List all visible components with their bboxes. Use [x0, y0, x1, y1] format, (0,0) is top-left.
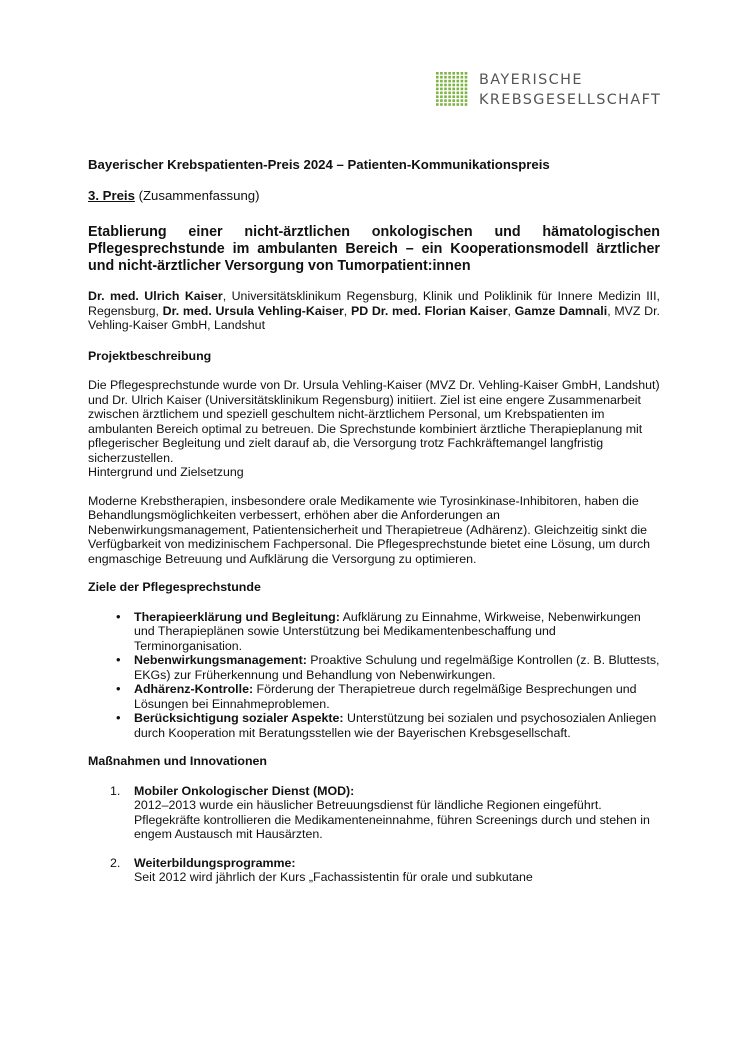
logo-dot — [436, 76, 439, 79]
goal-text: Proaktive Schulung und regelmäßige Kontrollen (z. B. Bluttests, EKGs) zur Früherkennung und Behandlung von Nebenwirkungen. — [134, 653, 660, 682]
logo-dot — [461, 92, 464, 95]
logo-dot — [465, 88, 468, 91]
logo-dot — [452, 76, 455, 79]
list-item — [134, 711, 660, 740]
logo-dot — [465, 103, 468, 106]
author-name: PD Dr. med. Florian Kaiser — [350, 303, 508, 318]
logo-dot — [440, 92, 443, 95]
list-item — [134, 682, 660, 711]
logo-dot — [448, 92, 451, 95]
logo-dot — [457, 84, 460, 87]
logo — [435, 70, 661, 110]
goal-label: Nebenwirkungsmanagement: — [134, 653, 307, 667]
logo-dot — [465, 99, 468, 102]
logo-dot — [452, 88, 455, 91]
list-item — [110, 783, 660, 842]
logo-dot — [461, 72, 464, 75]
logo-dot — [461, 95, 464, 98]
logo-dot — [436, 72, 439, 75]
logo-dot — [448, 80, 451, 83]
logo-dot — [452, 80, 455, 83]
logo-dot — [444, 99, 447, 102]
document-body — [88, 158, 660, 899]
logo-dot — [440, 103, 443, 106]
logo-dot — [465, 84, 468, 87]
author-affiliation: , Universitätsklinikum Regensburg, Klinik und Poliklinik für Innere Medizin III, Regensburg, — [88, 289, 660, 318]
goal-text: Förderung der Therapietreue durch regelmäßige Besprechungen und Lösungen bei Einnahmeproblemen. — [134, 682, 637, 711]
logo-dot-grid-icon — [435, 71, 469, 107]
goal-text: Unterstützung bei sozialen und psychosozialen Anliegen durch Kooperation mit Beratungsstellen wie der Bayerischen Krebsgesellschaft. — [134, 711, 657, 740]
section-heading-project: Projektbeschreibung — [88, 348, 212, 363]
project-description — [88, 378, 660, 480]
measure-title: Weiterbildungsprogramme: — [134, 855, 296, 870]
project-subline: Hintergrund und Zielsetzung — [88, 465, 244, 479]
logo-dot — [452, 95, 455, 98]
logo-dot — [444, 95, 447, 98]
logo-dot — [457, 72, 460, 75]
measure-text: Seit 2012 wird jährlich der Kurs „Fachassistentin für orale und subkutane — [134, 870, 533, 884]
logo-dot — [440, 84, 443, 87]
logo-dot — [452, 103, 455, 106]
logo-dot — [461, 80, 464, 83]
logo-dot — [444, 80, 447, 83]
logo-dot — [461, 88, 464, 91]
list-item — [134, 610, 660, 654]
logo-line-2: KREBSGESELLSCHAFT — [479, 92, 662, 108]
logo-dot — [457, 80, 460, 83]
project-text: Die Pflegesprechstunde wurde von Dr. Ursula Vehling-Kaiser (MVZ Dr. Vehling-Kaiser GmbH, Landshut) und Dr. Ulrich Kaiser (Universitätsklinikum Regensburg) initiiert. Ziel ist eine engere Zusammenarbeit zwischen ärztlichem und speziell geschultem nicht-ärztlichem Personal, um Krebspatienten im ambulanten Bereich optimal zu betreuen. Die Sprechstunde kombiniert ärztliche Therapieplanung mit pflegerischer Begleitung und zielt darauf ab, die Versorgung trotz Fachkräftemangel langfristig sicherzustellen. — [88, 378, 660, 465]
logo-dot — [448, 103, 451, 106]
goals-list — [88, 610, 660, 741]
author-name: Gamze Damnali — [514, 303, 608, 318]
logo-dot — [440, 99, 443, 102]
goal-label: Berücksichtigung sozialer Aspekte: — [134, 711, 344, 725]
logo-dot — [440, 76, 443, 79]
prize-rank: 3. Preis — [88, 187, 135, 203]
logo-dot — [461, 99, 464, 102]
measures-list — [88, 784, 660, 885]
logo-dot — [436, 80, 439, 83]
measure-number: 1. — [110, 783, 121, 798]
section-heading-goals: Ziele der Pflegesprechstunde — [88, 580, 261, 594]
author-list — [88, 289, 660, 333]
logo-dot — [457, 95, 460, 98]
author-separator: , — [343, 303, 351, 318]
logo-dot — [452, 92, 455, 95]
logo-dot — [461, 103, 464, 106]
logo-dot — [465, 76, 468, 79]
goal-text: Aufklärung zu Einnahme, Wirkweise, Nebenwirkungen und Therapieplänen sowie Unterstützung bei Medikamentenbeschaffung und Terminorganisation. — [134, 609, 641, 653]
logo-dot — [448, 72, 451, 75]
author-name: Dr. med. Ursula Vehling-Kaiser — [162, 303, 344, 318]
logo-dot — [436, 95, 439, 98]
logo-dot — [448, 76, 451, 79]
logo-dot — [457, 99, 460, 102]
logo-dot — [440, 72, 443, 75]
logo-dot — [457, 92, 460, 95]
logo-dot — [448, 84, 451, 87]
measure-text: 2012–2013 wurde ein häuslicher Betreuungsdienst für ländliche Regionen eingeführt. Pflegekräfte kontrollieren die Medikamenteneinnahme, führen Screenings durch und stehen in engem Austausch mit Hausärzten. — [134, 798, 650, 841]
logo-dot — [457, 76, 460, 79]
logo-dot — [436, 99, 439, 102]
logo-dot — [444, 72, 447, 75]
logo-wordmark — [479, 70, 661, 110]
logo-dot — [465, 80, 468, 83]
list-item — [134, 653, 660, 682]
logo-line-1: BAYERISCHE — [479, 72, 583, 88]
logo-dot — [440, 95, 443, 98]
logo-dot — [448, 95, 451, 98]
logo-dot — [452, 99, 455, 102]
author-affiliation: , MVZ Dr. Vehling-Kaiser GmbH, Landshut — [88, 303, 661, 332]
project-title: Etablierung einer nicht-ärztlichen onkologischen und hämatologischen Pflegesprechstunde im ambulanten Bereich – ein Kooperationsmodell ärztlicher und nicht-ärztlicher Versorgung von Tumorpatient:innen — [88, 224, 660, 274]
document-title: Bayerischer Krebspatienten-Preis 2024 – Patienten-Kommunikationspreis — [88, 157, 550, 172]
logo-dot — [444, 92, 447, 95]
logo-dot — [465, 72, 468, 75]
logo-dot — [448, 88, 451, 91]
logo-dot — [461, 76, 464, 79]
logo-dot — [465, 92, 468, 95]
logo-dot — [436, 84, 439, 87]
author-separator: , — [507, 303, 515, 318]
logo-dot — [448, 99, 451, 102]
logo-dot — [444, 84, 447, 87]
goal-label: Therapieerklärung und Begleitung: — [134, 609, 340, 624]
measure-title: Mobiler Onkologischer Dienst (MOD): — [134, 783, 355, 798]
logo-dot — [444, 76, 447, 79]
logo-dot — [457, 103, 460, 106]
logo-dot — [440, 88, 443, 91]
logo-dot — [444, 88, 447, 91]
author-name: Dr. med. Ulrich Kaiser — [88, 289, 223, 303]
list-item — [110, 855, 660, 885]
logo-dot — [436, 88, 439, 91]
prize-note: (Zusammenfassung) — [134, 187, 260, 203]
logo-dot — [452, 72, 455, 75]
logo-dot — [436, 92, 439, 95]
goal-label: Adhärenz-Kontrolle: — [134, 682, 254, 696]
logo-dot — [440, 80, 443, 83]
logo-dot — [436, 103, 439, 106]
logo-dot — [461, 84, 464, 87]
logo-dot — [452, 84, 455, 87]
logo-dot — [444, 103, 447, 106]
measure-number: 2. — [110, 855, 121, 870]
logo-dot — [457, 88, 460, 91]
section-heading-measures: Maßnahmen und Innovationen — [88, 754, 267, 768]
logo-dot — [465, 95, 468, 98]
prize-line — [88, 189, 660, 204]
background-paragraph: Moderne Krebstherapien, insbesondere orale Medikamente wie Tyrosinkinase-Inhibitoren, haben die Behandlungsmöglichkeiten verbessert, erhöhen aber die Anforderungen an Nebenwirkungsmanagement, Patientensicherheit und Therapietreue (Adhärenz). Gleichzeitig sinkt die Verfügbarkeit von medizinischem Fachpersonal. Die Pflegesprechstunde bietet eine Lösung, um durch engmaschige Betreuung und Aufklärung die Versorgung zu optimieren. — [88, 493, 651, 566]
